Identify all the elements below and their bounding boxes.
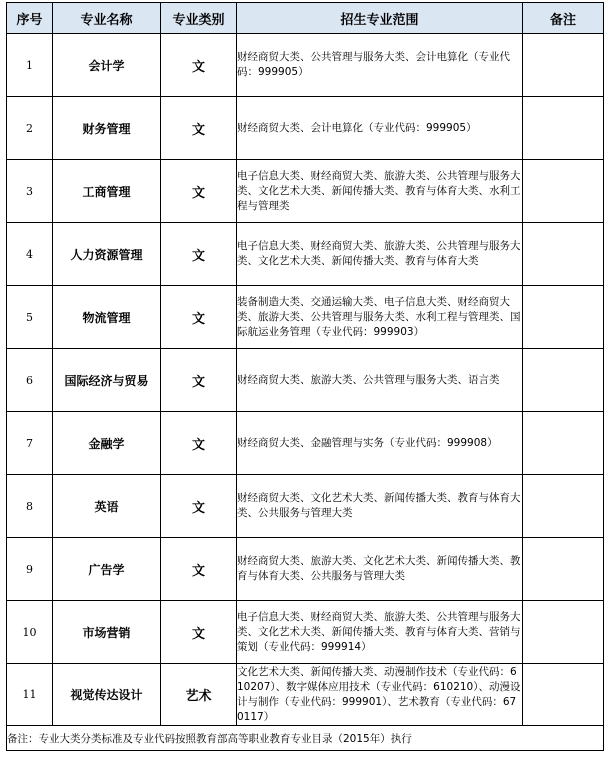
header-scope: 招生专业范围	[237, 3, 523, 34]
remarks-cell	[523, 160, 604, 223]
row-number: 3	[7, 160, 53, 223]
table-row	[7, 601, 604, 664]
table-row	[7, 286, 604, 349]
table-row	[7, 475, 604, 538]
remarks-cell	[523, 538, 604, 601]
table-row	[7, 34, 604, 97]
row-number: 4	[7, 223, 53, 286]
row-number: 11	[7, 664, 53, 726]
remarks-cell	[523, 349, 604, 412]
enrollment-scope: 财经商贸大类、公共管理与服务大类、会计电算化（专业代码：999905）	[237, 34, 523, 97]
enrollment-scope: 文化艺术大类、新闻传播大类、动漫制作技术（专业代码：610207）、数字媒体应用技术（专业代码：610210）、动漫设计与制作（专业代码：999901）、艺术教育（专业代码：670117）	[237, 664, 523, 726]
remarks-cell	[523, 97, 604, 160]
major-category: 文	[161, 223, 237, 286]
major-name: 市场营销	[53, 601, 161, 664]
enrollment-scope: 电子信息大类、财经商贸大类、旅游大类、公共管理与服务大类、文化艺术大类、新闻传播大类、教育与体育大类、水利工程与管理类	[237, 160, 523, 223]
row-number: 2	[7, 97, 53, 160]
row-number: 5	[7, 286, 53, 349]
header-row	[7, 3, 604, 34]
major-name: 物流管理	[53, 286, 161, 349]
row-number: 1	[7, 34, 53, 97]
row-number: 9	[7, 538, 53, 601]
table-row	[7, 97, 604, 160]
major-category: 文	[161, 349, 237, 412]
major-category: 文	[161, 475, 237, 538]
row-number: 8	[7, 475, 53, 538]
major-name: 英语	[53, 475, 161, 538]
table-row	[7, 349, 604, 412]
major-category: 文	[161, 601, 237, 664]
major-category: 文	[161, 160, 237, 223]
remarks-cell	[523, 223, 604, 286]
header-name: 专业名称	[53, 3, 161, 34]
remarks-cell	[523, 601, 604, 664]
major-name: 国际经济与贸易	[53, 349, 161, 412]
remarks-cell	[523, 34, 604, 97]
major-name: 会计学	[53, 34, 161, 97]
major-category: 文	[161, 286, 237, 349]
major-name: 视觉传达设计	[53, 664, 161, 726]
remarks-cell	[523, 286, 604, 349]
table-row	[7, 538, 604, 601]
majors-table	[6, 2, 604, 751]
enrollment-scope: 财经商贸大类、文化艺术大类、新闻传播大类、教育与体育大类、公共服务与管理大类	[237, 475, 523, 538]
row-number: 6	[7, 349, 53, 412]
header-no: 序号	[7, 3, 53, 34]
header-category: 专业类别	[161, 3, 237, 34]
major-name: 人力资源管理	[53, 223, 161, 286]
footnote: 备注：专业大类分类标准及专业代码按照教育部高等职业教育专业目录（2015年）执行	[7, 726, 604, 751]
major-name: 财务管理	[53, 97, 161, 160]
header-remarks: 备注	[523, 3, 604, 34]
table-row	[7, 412, 604, 475]
table-row	[7, 664, 604, 726]
enrollment-scope: 财经商贸大类、金融管理与实务（专业代码：999908）	[237, 412, 523, 475]
major-name: 金融学	[53, 412, 161, 475]
remarks-cell	[523, 475, 604, 538]
row-number: 7	[7, 412, 53, 475]
enrollment-scope: 财经商贸大类、旅游大类、公共管理与服务大类、语言类	[237, 349, 523, 412]
major-name: 工商管理	[53, 160, 161, 223]
major-category: 艺术	[161, 664, 237, 726]
major-category: 文	[161, 97, 237, 160]
major-name: 广告学	[53, 538, 161, 601]
table-row	[7, 160, 604, 223]
enrollment-scope: 财经商贸大类、旅游大类、文化艺术大类、新闻传播大类、教育与体育大类、公共服务与管理大类	[237, 538, 523, 601]
enrollment-scope: 电子信息大类、财经商贸大类、旅游大类、公共管理与服务大类、文化艺术大类、新闻传播大类、教育与体育大类	[237, 223, 523, 286]
footnote-row	[7, 726, 604, 751]
table-row	[7, 223, 604, 286]
row-number: 10	[7, 601, 53, 664]
major-category: 文	[161, 412, 237, 475]
major-category: 文	[161, 538, 237, 601]
enrollment-scope: 装备制造大类、交通运输大类、电子信息大类、财经商贸大类、旅游大类、公共管理与服务大类、水利工程与管理类、国际航运业务管理（专业代码：999903）	[237, 286, 523, 349]
enrollment-scope: 电子信息大类、财经商贸大类、旅游大类、公共管理与服务大类、文化艺术大类、新闻传播大类、教育与体育大类、营销与策划（专业代码：999914）	[237, 601, 523, 664]
remarks-cell	[523, 664, 604, 726]
enrollment-scope: 财经商贸大类、会计电算化（专业代码：999905）	[237, 97, 523, 160]
remarks-cell	[523, 412, 604, 475]
major-category: 文	[161, 34, 237, 97]
